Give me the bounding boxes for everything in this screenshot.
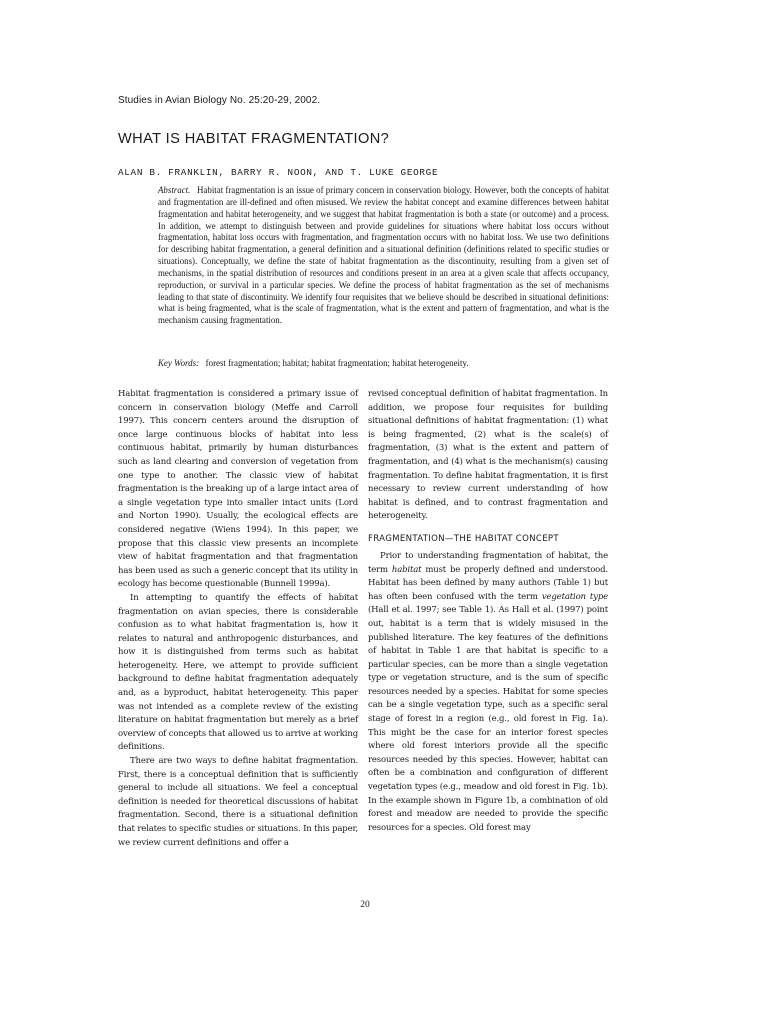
paragraph: In attempting to quantify the effects of habitat fragmentation on avian species, there is considerable confusion as to what habitat fragmentation is, how it relates to natural and anthropogenic disturbances, and how it is distinguished from terms such as habitat heterogeneity. Here, we attempt to provide sufficient background to define habitat fragmentation adequately and, as a byproduct, habitat heterogeneity. This paper was not intended as a complete review of the existing literature on habitat fragmentation but merely as a brief overview of concepts that allowed us to arrive at working definitions. — [118, 592, 358, 753]
term-vegetation-type: vegetation type — [541, 591, 608, 602]
abstract-text: Habitat fragmentation is an issue of primary concern in conservation biology. However, both the concepts of habitat and fragmentation are ill-defined and often misused. We review the habitat concept and examine differences between habitat fragmentation and habitat heterogeneity, and we suggest that habitat fragmentation is both a state (or outcome) and a process. In addition, we attempt to distinguish between and provide guidelines for situations where habitat loss occurs without fragmentation, habitat loss occurs with fragmentation, and fragmentation occurs with no habitat loss. We use two definitions for describing habitat fragmentation, a general definition and a situational definition (definitions related to specific studies or situations). Conceptually, we define the state of habitat fragmentation as the discontinuity, resulting from a given set of mechanisms, in the spatial distribution of resources and conditions present in an area at a given scale that affects occupancy, reproduction, or survival in a particular species. We define the process of habitat fragmentation as the set of mechanisms leading to that state of discontinuity. We identify four requisites that we believe should be described in situational definitions: what is being fragmented, what is the scale of fragmentation, what is the extent and pattern of fragmentation, and what is the mechanism causing fragmentation. — [158, 185, 610, 326]
author-list: ALAN B. FRANKLIN, BARRY R. NOON, AND T. LUKE GEORGE — [118, 167, 439, 178]
paragraph: revised conceptual definition of habitat fragmentation. In addition, we propose four requisites for building situational definitions of habitat fragmentation: (1) what is being fragmented, (2) what is the scale(s) of fragmentation, (3) what is the extent and pattern of fragmentation, and (4) what is the mechanism(s) causing fragmentation. To define habitat fragmentation, it is first necessary to review current understanding of how habitat is defined, and to contrast fragmentation and heterogeneity. — [368, 389, 608, 522]
article-title: WHAT IS HABITAT FRAGMENTATION? — [118, 131, 390, 147]
section-spacer — [368, 524, 608, 532]
paragraph: Habitat fragmentation is considered a primary issue of concern in conservation biology (Meffe and Carroll 1997). This concern centers around the disruption of once large continuous blocks of habitat into less continuous habitat, primarily by human disturbances such as land clearing and conversion of vegetation from one type to another. The classic view of habitat fragmentation is the breaking up of a large intact area of a single vegetation type into smaller intact units (Lord and Norton 1990). Usually, the ecological effects are considered negative (Wiens 1994). In this paper, we propose that this classic view presents an incomplete view of habitat fragmentation and that fragmentation has been used as such a generic concept that its utility in ecology has become questionable (Bunnell 1999a). — [118, 389, 358, 590]
paragraph — [368, 550, 608, 835]
key-words-text: forest fragmentation; habitat; habitat fragmentation; habitat heterogeneity. — [205, 358, 469, 368]
text-run: Prior to understanding fragmentation of habitat, the term — [368, 550, 608, 575]
key-words — [158, 357, 609, 369]
section-heading: FRAGMENTATION—THE HABITAT CONCEPT — [368, 533, 559, 544]
text-run: must be properly defined and understood. Habitat has been defined by many authors (Table 1) but has often been confused with the term — [368, 564, 608, 602]
body-column-right — [368, 388, 608, 835]
page-number: 20 — [360, 900, 370, 910]
paragraph: There are two ways to define habitat fragmentation. First, there is a conceptual definition that is sufficiently general to include all situations. We feel a conceptual definition is needed for theoretical discussions of habitat fragmentation. Second, there is a situational definition that relates to specific studies or situations. In this paper, we review current definitions and offer a — [118, 756, 358, 848]
text-run: (Hall et al. 1997; see Table 1). As Hall et al. (1997) point out, habitat is a term that is widely misused in the published literature. The key features of the definitions of habitat in Table 1 are that habitat is specific to a particular species, can be more than a single vegetation type or vegetation structure, and is the sum of specific resources needed by a species. Habitat for some species can be a single vegetation type, such as a specific seral stage of forest in a region (e.g., old forest in Fig. 1a). This might be the case for an interior forest species where old forest interiors provide all the specific resources needed by this species. However, habitat can often be a combination and configuration of different vegetation types (e.g., meadow and old forest in Fig. 1b). In the example shown in Figure 1b, a combination of old forest and meadow are needed to provide the specific resources for a species. Old forest may — [368, 605, 608, 833]
body-column-left — [118, 388, 358, 850]
key-words-label: Key Words: — [158, 358, 200, 368]
term-habitat: habitat — [391, 564, 422, 575]
abstract-label: Abstract. — [158, 185, 191, 195]
series-citation: Studies in Avian Biology No. 25:20-29, 2002. — [118, 95, 321, 106]
abstract — [158, 185, 609, 327]
